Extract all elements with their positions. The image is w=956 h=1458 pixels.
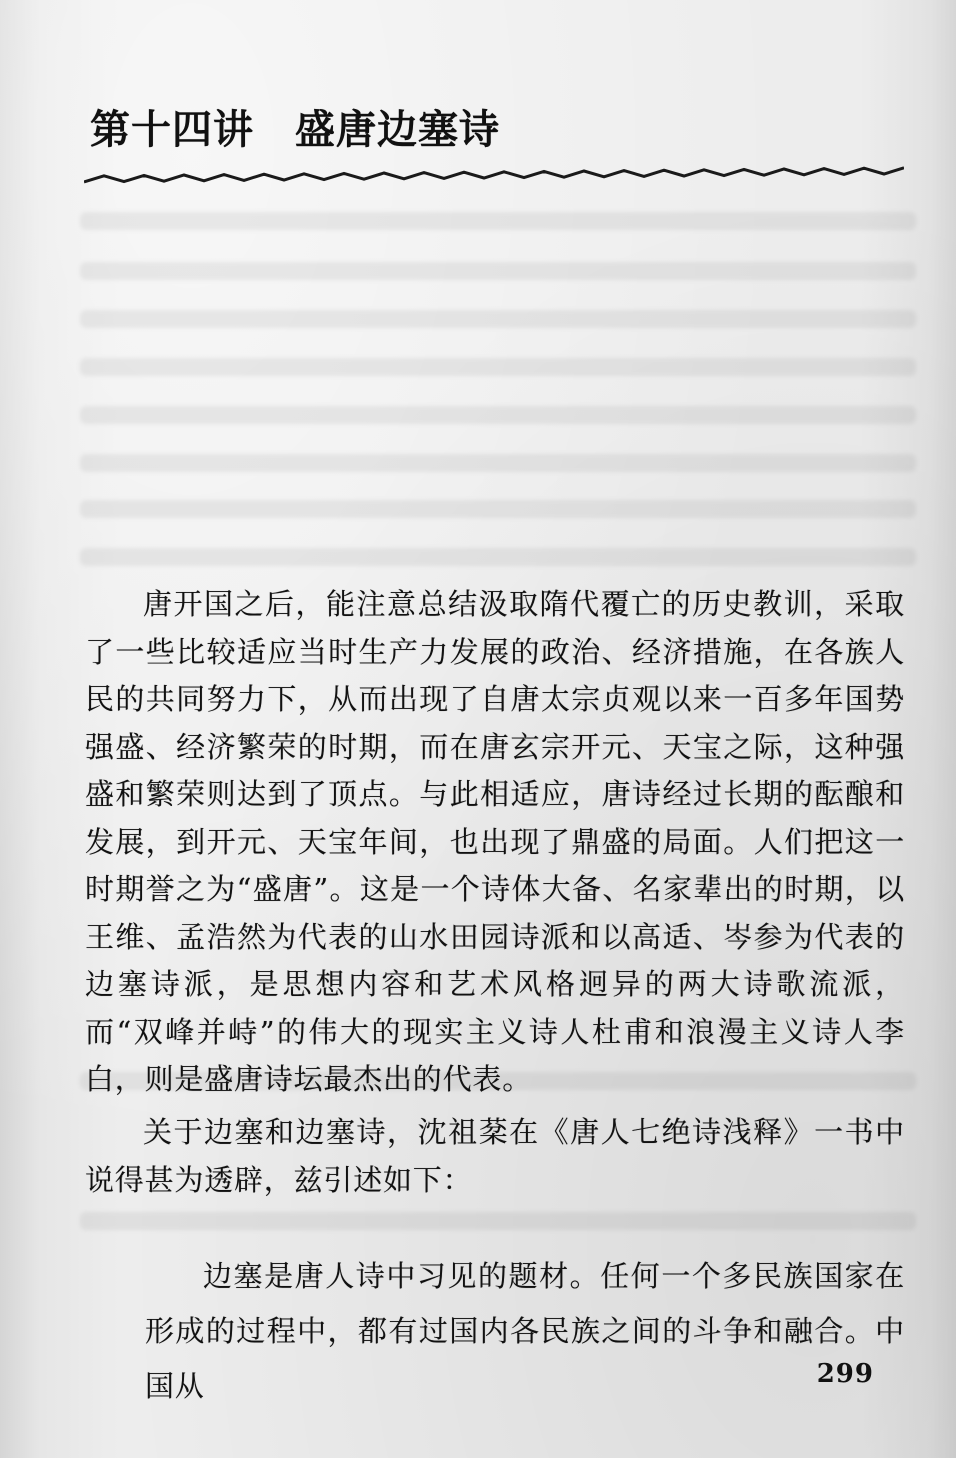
chapter-title: 第十四讲 盛唐边塞诗 xyxy=(90,106,500,153)
show-through-shadow xyxy=(80,212,916,230)
show-through-shadow xyxy=(80,310,916,328)
zigzag-title-rule xyxy=(84,158,904,194)
page-number: 299 xyxy=(816,1359,874,1389)
show-through-shadow xyxy=(80,406,916,424)
show-through-shadow xyxy=(80,358,916,376)
body-paragraph: 唐开国之后，能注意总结汲取隋代覆亡的历史教训，采取了一些比较适应当时生产力发展的政治、经济措施，在各族人民的共同努力下，从而出现了自唐太宗贞观以来一百多年国势强盛、经济繁荣的时期，而在唐玄宗开元、天宝之际，这种强盛和繁荣则达到了顶点。与此相适应，唐诗经过长期的酝酿和发展，到开元、天宝年间，也出现了鼎盛的局面。人们把这一时期誉之为“盛唐”。这是一个诗体大备、名家辈出的时期，以王维、孟浩然为代表的山水田园诗派和以高适、岑参为代表的边塞诗派，是思想内容和艺术风格迥异的两大诗歌流派，而“双峰并峙”的伟大的现实主义诗人杜甫和浪漫主义诗人李白，则是盛唐诗坛最杰出的代表。 xyxy=(85,587,905,1096)
show-through-shadow xyxy=(80,1212,916,1230)
show-through-shadow xyxy=(80,454,916,472)
show-through-shadow xyxy=(80,262,916,280)
block-quote: 边塞是唐人诗中习见的题材。任何一个多民族国家在形成的过程中，都有过国内各民族之间的斗争和融合。中国从 xyxy=(145,1259,905,1403)
show-through-shadow xyxy=(80,500,916,518)
body-paragraph: 关于边塞和边塞诗，沈祖棻在《唐人七绝诗浅释》一书中说得甚为透辟，兹引述如下： xyxy=(85,1115,905,1197)
show-through-shadow xyxy=(80,548,916,566)
